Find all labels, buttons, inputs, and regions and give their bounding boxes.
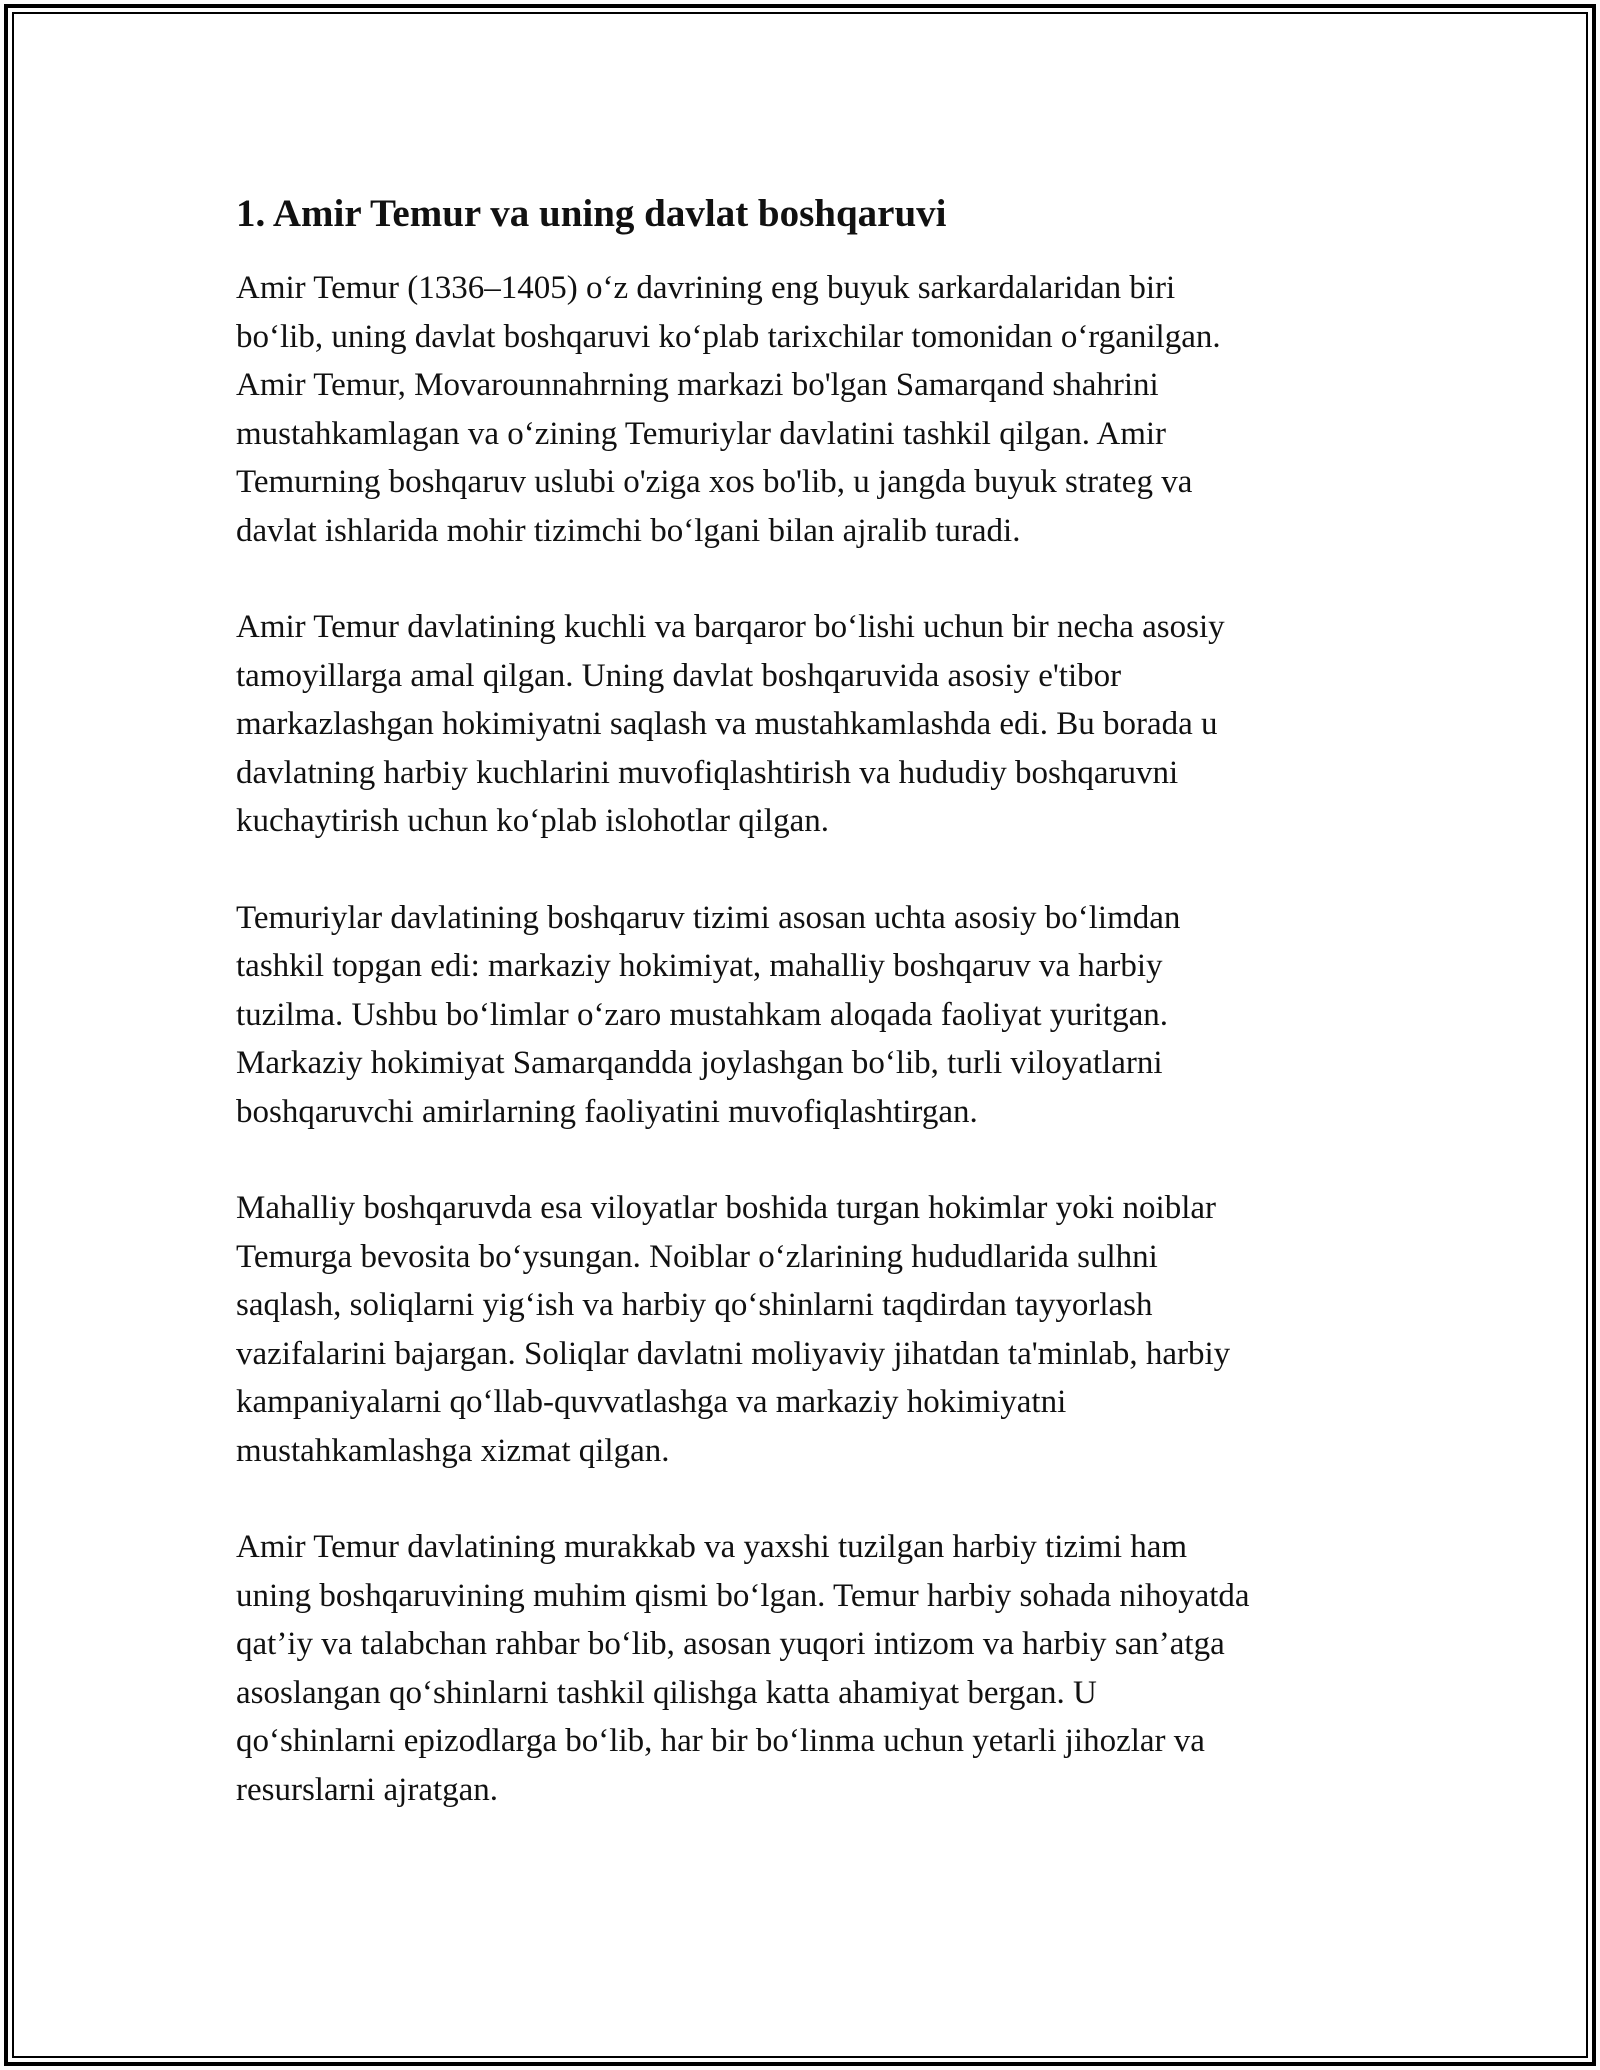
document-body — [236, 186, 1386, 1862]
section-title: 1. Amir Temur va uning davlat boshqaruvi — [236, 192, 947, 235]
paragraph-2: Amir Temur davlatining kuchli va barqaror bo‘lishi uchun bir necha asosiy tamoyillarga amal qilgan. Uning davlat boshqaruvida asosiy e'tibor markazlashgan hokimiyatni saqlash va mustahkamlashda edi. Bu borada u davlatning harbiy kuchlarini muvofiqlashtirish va hududiy boshqaruvni kuchaytirish uchun ko‘plab islohotlar qilgan. — [236, 609, 1225, 839]
paragraph-3: Temuriylar davlatining boshqaruv tizimi asosan uchta asosiy bo‘limdan tashkil topgan edi: markaziy hokimiyat, mahalliy boshqaruv va harbiy tuzilma. Ushbu bo‘limlar o‘zaro mustahkam aloqada faoliyat yuritgan. Markaziy hokimiyat Samarqandda joylashgan bo‘lib, turli viloyatlarni boshqaruvchi amirlarning faoliyatini muvofiqlashtirgan. — [236, 899, 1181, 1130]
paragraph-4: Mahalliy boshqaruvda esa viloyatlar boshida turgan hokimlar yoki noiblar Temurga bevosita bo‘ysungan. Noiblar o‘zlarining hududlarida sulhni saqlash, soliqlarni yig‘ish va harbiy qo‘shinlarni taqdirdan tayyorlash vazifalarini bajargan. Soliqlar davlatni moliyaviy jihatdan ta'minlab, harbiy kampaniyalarni qo‘llab-quvvatlashga va markaziy hokimiyatni mustahkamlashga xizmat qilgan. — [236, 1190, 1231, 1469]
paragraph-1: Amir Temur (1336–1405) o‘z davrining eng buyuk sarkardalaridan biri bo‘lib, uning davlat boshqaruvi ko‘plab tarixchilar tomonidan o‘rganilgan. Amir Temur, Movarounnahrning markazi bo'lgan Samarqand shahrini mustahkamlagan va o‘zining Temuriylar davlatini tashkil qilgan. Amir Temurning boshqaruv uslubi o'ziga xos bo'lib, u jangda buyuk strateg va davlat ishlarida mohir tizimchi bo‘lgani bilan ajralib turadi. — [236, 270, 1221, 549]
paragraph-5: Amir Temur davlatining murakkab va yaxshi tuzilgan harbiy tizimi ham uning boshqaruvining muhim qismi bo‘lgan. Temur harbiy sohada nihoyatda qat’iy va talabchan rahbar bo‘lib, asosan yuqori intizom va harbiy san’atga asoslangan qo‘shinlarni tashkil qilishga katta ahamiyat bergan. U qo‘shinlarni epizodlarga bo‘lib, har bir bo‘linma uchun yetarli jihozlar va resurslarni ajratgan. — [236, 1529, 1250, 1808]
